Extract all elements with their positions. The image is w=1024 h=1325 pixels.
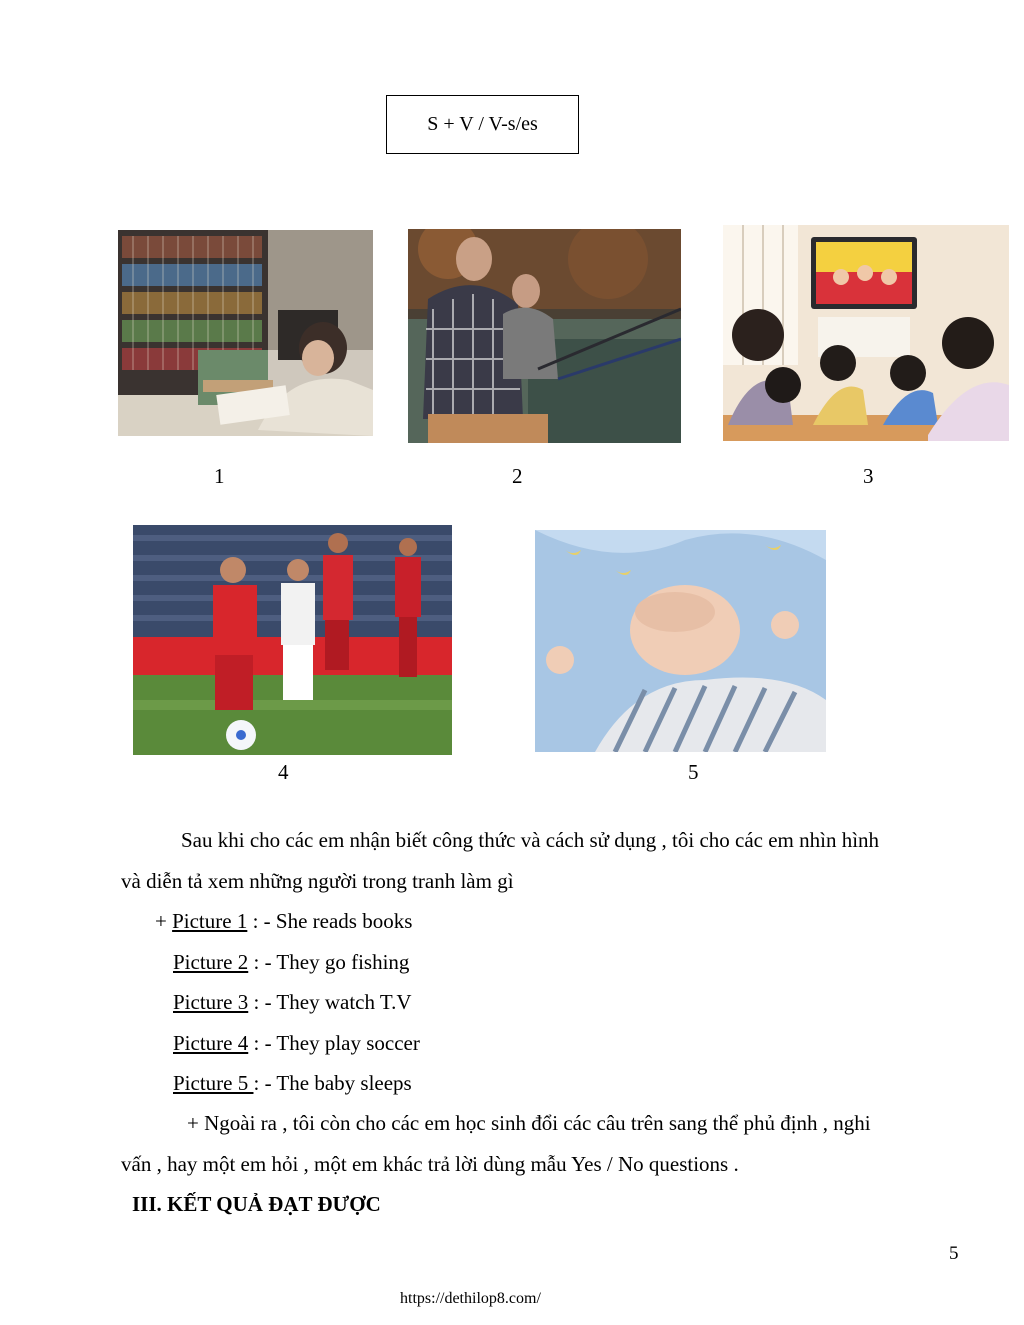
extra-line-2: vấn , hay một em hỏi , một em khác trả lời dùng mẫu Yes / No questions . xyxy=(121,1152,739,1176)
intro-line-1: Sau khi cho các em nhận biết công thức và cách sử dụng , tôi cho các em nhìn hình xyxy=(181,828,880,852)
answer-row-3 xyxy=(173,982,412,1022)
answer-label-picture-4: Picture 4 xyxy=(173,1031,249,1055)
page-number: 5 xyxy=(949,1243,959,1264)
answer-label-picture-3: Picture 3 xyxy=(173,990,249,1014)
picture-1-reading xyxy=(118,230,373,436)
answer-text-1: : - She reads books xyxy=(247,909,413,933)
answer-prefix: + xyxy=(155,909,173,933)
answer-row-5 xyxy=(173,1063,412,1103)
formula-box xyxy=(386,95,579,154)
answer-text-4: : - They play soccer xyxy=(248,1031,420,1055)
picture-3-watching-tv xyxy=(723,225,1009,441)
formula-text: S + V / V-s/es xyxy=(427,113,538,135)
picture-5-sleeping-baby xyxy=(535,530,826,752)
intro-line-2: và diễn tả xem những người trong tranh làm gì xyxy=(121,869,514,893)
answer-row-2 xyxy=(173,942,409,982)
section-heading: III. KẾT QUẢ ĐẠT ĐƯỢC xyxy=(132,1192,381,1216)
picture-4-soccer xyxy=(133,525,452,755)
picture-number-3: 3 xyxy=(863,464,874,488)
answer-label-picture-1: Picture 1 xyxy=(172,909,248,933)
answer-text-5: : - The baby sleeps xyxy=(253,1071,412,1095)
picture-2-fishing xyxy=(408,229,681,443)
picture-number-1: 1 xyxy=(214,464,225,488)
answer-label-picture-5: Picture 5 xyxy=(173,1071,254,1095)
extra-line-1: + Ngoài ra , tôi còn cho các em học sinh đổi các câu trên sang thể phủ định , nghi xyxy=(187,1111,871,1135)
picture-number-5: 5 xyxy=(688,760,699,784)
answer-row-1 xyxy=(155,901,412,941)
answer-text-3: : - They watch T.V xyxy=(248,990,412,1014)
answer-row-4 xyxy=(173,1023,420,1063)
footer-url: https://dethilop8.com/ xyxy=(400,1290,541,1307)
answer-label-picture-2: Picture 2 xyxy=(173,950,249,974)
picture-number-4: 4 xyxy=(278,760,289,784)
answer-text-2: : - They go fishing xyxy=(248,950,410,974)
picture-number-2: 2 xyxy=(512,464,523,488)
